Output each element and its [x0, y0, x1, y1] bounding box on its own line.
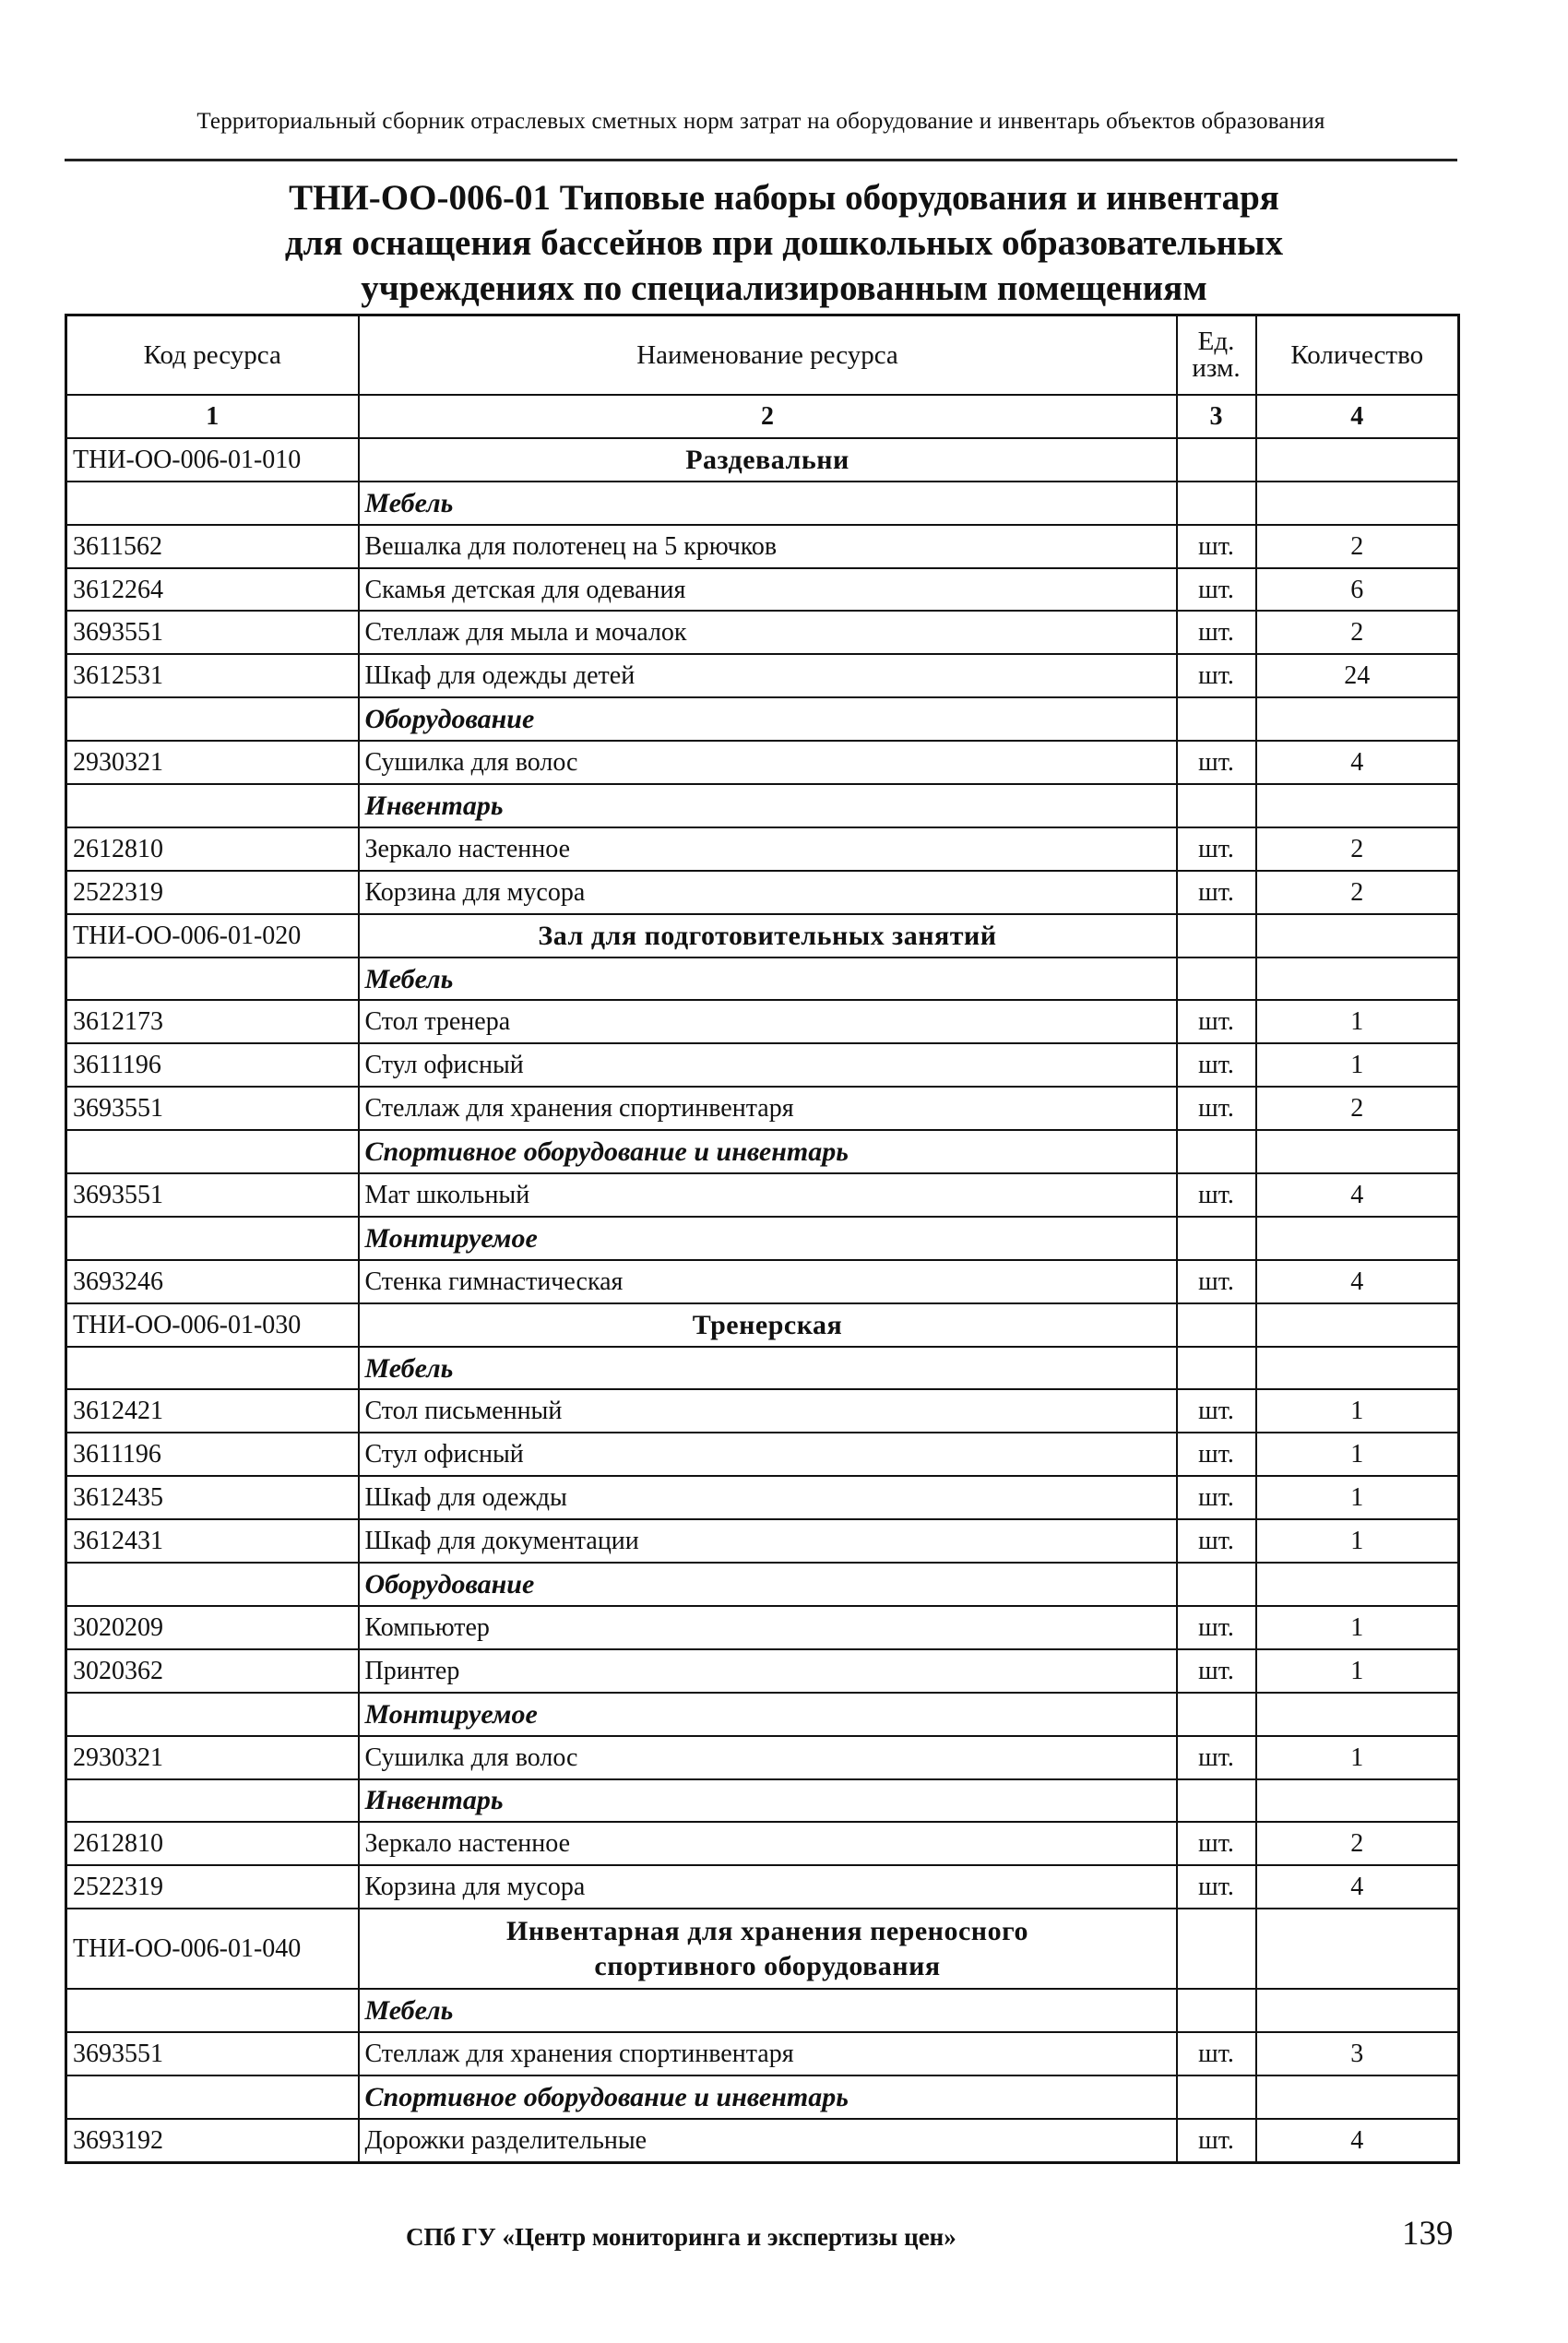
column-number: 4	[1256, 395, 1459, 438]
resource-code: 2612810	[66, 827, 359, 871]
resource-code: 3693551	[66, 611, 359, 654]
resource-unit: шт.	[1177, 654, 1256, 697]
table-row	[66, 1822, 1459, 1865]
unit-cell	[1177, 1779, 1256, 1823]
header-name: Наименование ресурса	[359, 315, 1177, 396]
resource-name: Сушилка для волос	[359, 741, 1177, 784]
code-cell	[66, 784, 359, 827]
section-title: Раздевальни	[359, 438, 1177, 482]
resource-unit: шт.	[1177, 1822, 1256, 1865]
resource-code: 2612810	[66, 1822, 359, 1865]
section-row	[66, 438, 1459, 482]
table-row	[66, 1087, 1459, 1130]
quantity-cell	[1256, 1989, 1459, 2032]
resource-code: 3612435	[66, 1476, 359, 1519]
unit-cell	[1177, 438, 1256, 482]
resource-name: Шкаф для одежды детей	[359, 654, 1177, 697]
group-row	[66, 1347, 1459, 1390]
resource-name: Стеллаж для хранения спортинвентаря	[359, 2032, 1177, 2075]
group-title: Мебель	[359, 1347, 1177, 1390]
resource-quantity: 2	[1256, 827, 1459, 871]
code-cell	[66, 697, 359, 741]
resource-unit: шт.	[1177, 1519, 1256, 1563]
quantity-cell	[1256, 1130, 1459, 1173]
group-title: Оборудование	[359, 1563, 1177, 1606]
quantity-cell	[1256, 1693, 1459, 1736]
resource-unit: шт.	[1177, 568, 1256, 612]
resource-code: 2522319	[66, 871, 359, 914]
resource-quantity: 2	[1256, 525, 1459, 568]
resource-unit: шт.	[1177, 1649, 1256, 1693]
page-number: 139	[1402, 2215, 1454, 2253]
resource-code: 3693551	[66, 2032, 359, 2075]
resource-name: Шкаф для документации	[359, 1519, 1177, 1563]
resource-code: 3020362	[66, 1649, 359, 1693]
code-cell	[66, 2075, 359, 2119]
resource-name: Стеллаж для мыла и мочалок	[359, 611, 1177, 654]
code-cell	[66, 1217, 359, 1260]
group-row	[66, 784, 1459, 827]
code-cell	[66, 1693, 359, 1736]
code-cell	[66, 482, 359, 525]
table-row	[66, 2119, 1459, 2162]
resource-code: 3693551	[66, 1173, 359, 1217]
header-unit: Ед. изм.	[1177, 315, 1256, 396]
unit-cell	[1177, 1909, 1256, 1989]
table-row	[66, 2032, 1459, 2075]
resource-quantity: 3	[1256, 2032, 1459, 2075]
group-row	[66, 697, 1459, 741]
unit-cell	[1177, 697, 1256, 741]
quantity-cell	[1256, 914, 1459, 957]
resource-code: 3693246	[66, 1260, 359, 1303]
quantity-cell	[1256, 1779, 1459, 1823]
section-row	[66, 1909, 1459, 1989]
unit-cell	[1177, 784, 1256, 827]
table-row	[66, 1433, 1459, 1476]
unit-cell	[1177, 1989, 1256, 2032]
group-row	[66, 482, 1459, 525]
quantity-cell	[1256, 1909, 1459, 1989]
resource-unit: шт.	[1177, 1087, 1256, 1130]
resource-quantity: 4	[1256, 2119, 1459, 2162]
resource-code: 3612173	[66, 1000, 359, 1043]
section-title-line: спортивного оборудования	[594, 1950, 941, 1981]
resource-name: Зеркало настенное	[359, 1822, 1177, 1865]
resource-table	[65, 314, 1460, 2164]
quantity-cell	[1256, 2075, 1459, 2119]
resource-unit: шт.	[1177, 1865, 1256, 1909]
document-title	[138, 175, 1430, 311]
section-title-line: Инвентарная для хранения переносного	[506, 1915, 1028, 1946]
group-title: Оборудование	[359, 697, 1177, 741]
resource-code: 3693551	[66, 1087, 359, 1130]
group-row	[66, 1989, 1459, 2032]
table-body	[66, 438, 1459, 2162]
resource-name: Мат школьный	[359, 1173, 1177, 1217]
resource-name: Зеркало настенное	[359, 827, 1177, 871]
unit-cell	[1177, 957, 1256, 1001]
table-row	[66, 1260, 1459, 1303]
group-title: Инвентарь	[359, 1779, 1177, 1823]
group-row	[66, 1779, 1459, 1823]
resource-name: Стул офисный	[359, 1433, 1177, 1476]
group-title: Мебель	[359, 482, 1177, 525]
resource-code: 3612421	[66, 1389, 359, 1433]
resource-name: Дорожки разделительные	[359, 2119, 1177, 2162]
resource-quantity: 1	[1256, 1043, 1459, 1087]
resource-quantity: 2	[1256, 1822, 1459, 1865]
table-row	[66, 525, 1459, 568]
resource-quantity: 6	[1256, 568, 1459, 612]
resource-quantity: 4	[1256, 1173, 1459, 1217]
section-row	[66, 914, 1459, 957]
resource-quantity: 1	[1256, 1389, 1459, 1433]
table-row	[66, 1173, 1459, 1217]
group-title: Мебель	[359, 957, 1177, 1001]
unit-cell	[1177, 914, 1256, 957]
table-row	[66, 1606, 1459, 1649]
resource-quantity: 4	[1256, 1865, 1459, 1909]
resource-name: Корзина для мусора	[359, 1865, 1177, 1909]
table-header-row	[66, 315, 1459, 396]
resource-quantity: 2	[1256, 1087, 1459, 1130]
resource-quantity: 24	[1256, 654, 1459, 697]
resource-code: 3612531	[66, 654, 359, 697]
code-cell	[66, 1563, 359, 1606]
resource-name: Стенка гимнастическая	[359, 1260, 1177, 1303]
section-code: ТНИ-ОО-006-01-030	[66, 1303, 359, 1347]
quantity-cell	[1256, 1217, 1459, 1260]
group-row	[66, 2075, 1459, 2119]
column-number: 1	[66, 395, 359, 438]
resource-unit: шт.	[1177, 827, 1256, 871]
table-row	[66, 1865, 1459, 1909]
resource-code: 2930321	[66, 1736, 359, 1779]
resource-name: Стол письменный	[359, 1389, 1177, 1433]
resource-name: Стеллаж для хранения спортинвентаря	[359, 1087, 1177, 1130]
code-cell	[66, 1130, 359, 1173]
table-row	[66, 871, 1459, 914]
title-line: ТНИ-ОО-006-01 Типовые наборы оборудования и инвентаря	[289, 178, 1279, 218]
resource-quantity: 1	[1256, 1000, 1459, 1043]
running-header: Территориальный сборник отраслевых сметных норм затрат на оборудование и инвентарь объектов образования	[196, 109, 1325, 134]
group-title: Спортивное оборудование и инвентарь	[359, 2075, 1177, 2119]
table-row	[66, 1649, 1459, 1693]
resource-unit: шт.	[1177, 1173, 1256, 1217]
resource-quantity: 1	[1256, 1649, 1459, 1693]
resource-quantity: 4	[1256, 1260, 1459, 1303]
resource-unit: шт.	[1177, 1433, 1256, 1476]
section-title: Тренерская	[359, 1303, 1177, 1347]
quantity-cell	[1256, 1347, 1459, 1390]
section-code: ТНИ-ОО-006-01-040	[66, 1909, 359, 1989]
group-row	[66, 957, 1459, 1001]
resource-code: 3611562	[66, 525, 359, 568]
resource-quantity: 2	[1256, 611, 1459, 654]
resource-code: 2930321	[66, 741, 359, 784]
resource-quantity: 2	[1256, 871, 1459, 914]
resource-quantity: 1	[1256, 1519, 1459, 1563]
group-title: Инвентарь	[359, 784, 1177, 827]
quantity-cell	[1256, 1563, 1459, 1606]
resource-name: Стол тренера	[359, 1000, 1177, 1043]
quantity-cell	[1256, 438, 1459, 482]
table-row	[66, 1000, 1459, 1043]
unit-cell	[1177, 1693, 1256, 1736]
section-title	[359, 1909, 1177, 1989]
quantity-cell	[1256, 1303, 1459, 1347]
resource-name: Стул офисный	[359, 1043, 1177, 1087]
table-row	[66, 611, 1459, 654]
resource-quantity: 4	[1256, 741, 1459, 784]
quantity-cell	[1256, 482, 1459, 525]
table-row	[66, 654, 1459, 697]
resource-code: 3611196	[66, 1043, 359, 1087]
resource-unit: шт.	[1177, 1389, 1256, 1433]
unit-cell	[1177, 1563, 1256, 1606]
code-cell	[66, 1989, 359, 2032]
table-row	[66, 1476, 1459, 1519]
header-divider	[65, 159, 1457, 161]
table-row	[66, 1389, 1459, 1433]
resource-code: 3612431	[66, 1519, 359, 1563]
resource-unit: шт.	[1177, 525, 1256, 568]
group-row	[66, 1563, 1459, 1606]
group-title: Монтируемое	[359, 1693, 1177, 1736]
resource-unit: шт.	[1177, 1000, 1256, 1043]
quantity-cell	[1256, 957, 1459, 1001]
resource-unit: шт.	[1177, 1606, 1256, 1649]
group-row	[66, 1693, 1459, 1736]
unit-cell	[1177, 1130, 1256, 1173]
resource-code: 3020209	[66, 1606, 359, 1649]
table-row	[66, 1043, 1459, 1087]
group-row	[66, 1217, 1459, 1260]
group-title: Мебель	[359, 1989, 1177, 2032]
section-row	[66, 1303, 1459, 1347]
resource-quantity: 1	[1256, 1736, 1459, 1779]
column-number: 2	[359, 395, 1177, 438]
resource-code: 3612264	[66, 568, 359, 612]
resource-quantity: 1	[1256, 1476, 1459, 1519]
section-code: ТНИ-ОО-006-01-010	[66, 438, 359, 482]
unit-cell	[1177, 1347, 1256, 1390]
unit-cell	[1177, 482, 1256, 525]
resource-unit: шт.	[1177, 1736, 1256, 1779]
unit-cell	[1177, 1217, 1256, 1260]
group-title: Спортивное оборудование и инвентарь	[359, 1130, 1177, 1173]
resource-quantity: 1	[1256, 1606, 1459, 1649]
footer-organization: СПб ГУ «Центр мониторинга и экспертизы цен»	[406, 2223, 956, 2251]
code-cell	[66, 1779, 359, 1823]
resource-unit: шт.	[1177, 871, 1256, 914]
resource-unit: шт.	[1177, 741, 1256, 784]
table-row	[66, 741, 1459, 784]
resource-name: Компьютер	[359, 1606, 1177, 1649]
resource-name: Вешалка для полотенец на 5 крючков	[359, 525, 1177, 568]
resource-code: 2522319	[66, 1865, 359, 1909]
resource-code: 3693192	[66, 2119, 359, 2162]
resource-name: Принтер	[359, 1649, 1177, 1693]
resource-name: Корзина для мусора	[359, 871, 1177, 914]
title-line: для оснащения бассейнов при дошкольных образовательных	[284, 223, 1284, 263]
resource-unit: шт.	[1177, 1476, 1256, 1519]
code-cell	[66, 1347, 359, 1390]
title-line: учреждениях по специализированным помещениям	[361, 268, 1207, 308]
group-title: Монтируемое	[359, 1217, 1177, 1260]
table-row	[66, 568, 1459, 612]
quantity-cell	[1256, 784, 1459, 827]
unit-cell	[1177, 2075, 1256, 2119]
table-row	[66, 827, 1459, 871]
column-number-row	[66, 395, 1459, 438]
table-row	[66, 1736, 1459, 1779]
resource-unit: шт.	[1177, 1260, 1256, 1303]
resource-name: Сушилка для волос	[359, 1736, 1177, 1779]
table-row	[66, 1519, 1459, 1563]
resource-code: 3611196	[66, 1433, 359, 1476]
quantity-cell	[1256, 697, 1459, 741]
group-row	[66, 1130, 1459, 1173]
resource-unit: шт.	[1177, 2119, 1256, 2162]
section-title: Зал для подготовительных занятий	[359, 914, 1177, 957]
resource-quantity: 1	[1256, 1433, 1459, 1476]
resource-unit: шт.	[1177, 2032, 1256, 2075]
resource-unit: шт.	[1177, 611, 1256, 654]
resource-name: Шкаф для одежды	[359, 1476, 1177, 1519]
resource-name: Скамья детская для одевания	[359, 568, 1177, 612]
header-code: Код ресурса	[66, 315, 359, 396]
code-cell	[66, 957, 359, 1001]
resource-unit: шт.	[1177, 1043, 1256, 1087]
column-number: 3	[1177, 395, 1256, 438]
header-quantity: Количество	[1256, 315, 1459, 396]
unit-cell	[1177, 1303, 1256, 1347]
section-code: ТНИ-ОО-006-01-020	[66, 914, 359, 957]
